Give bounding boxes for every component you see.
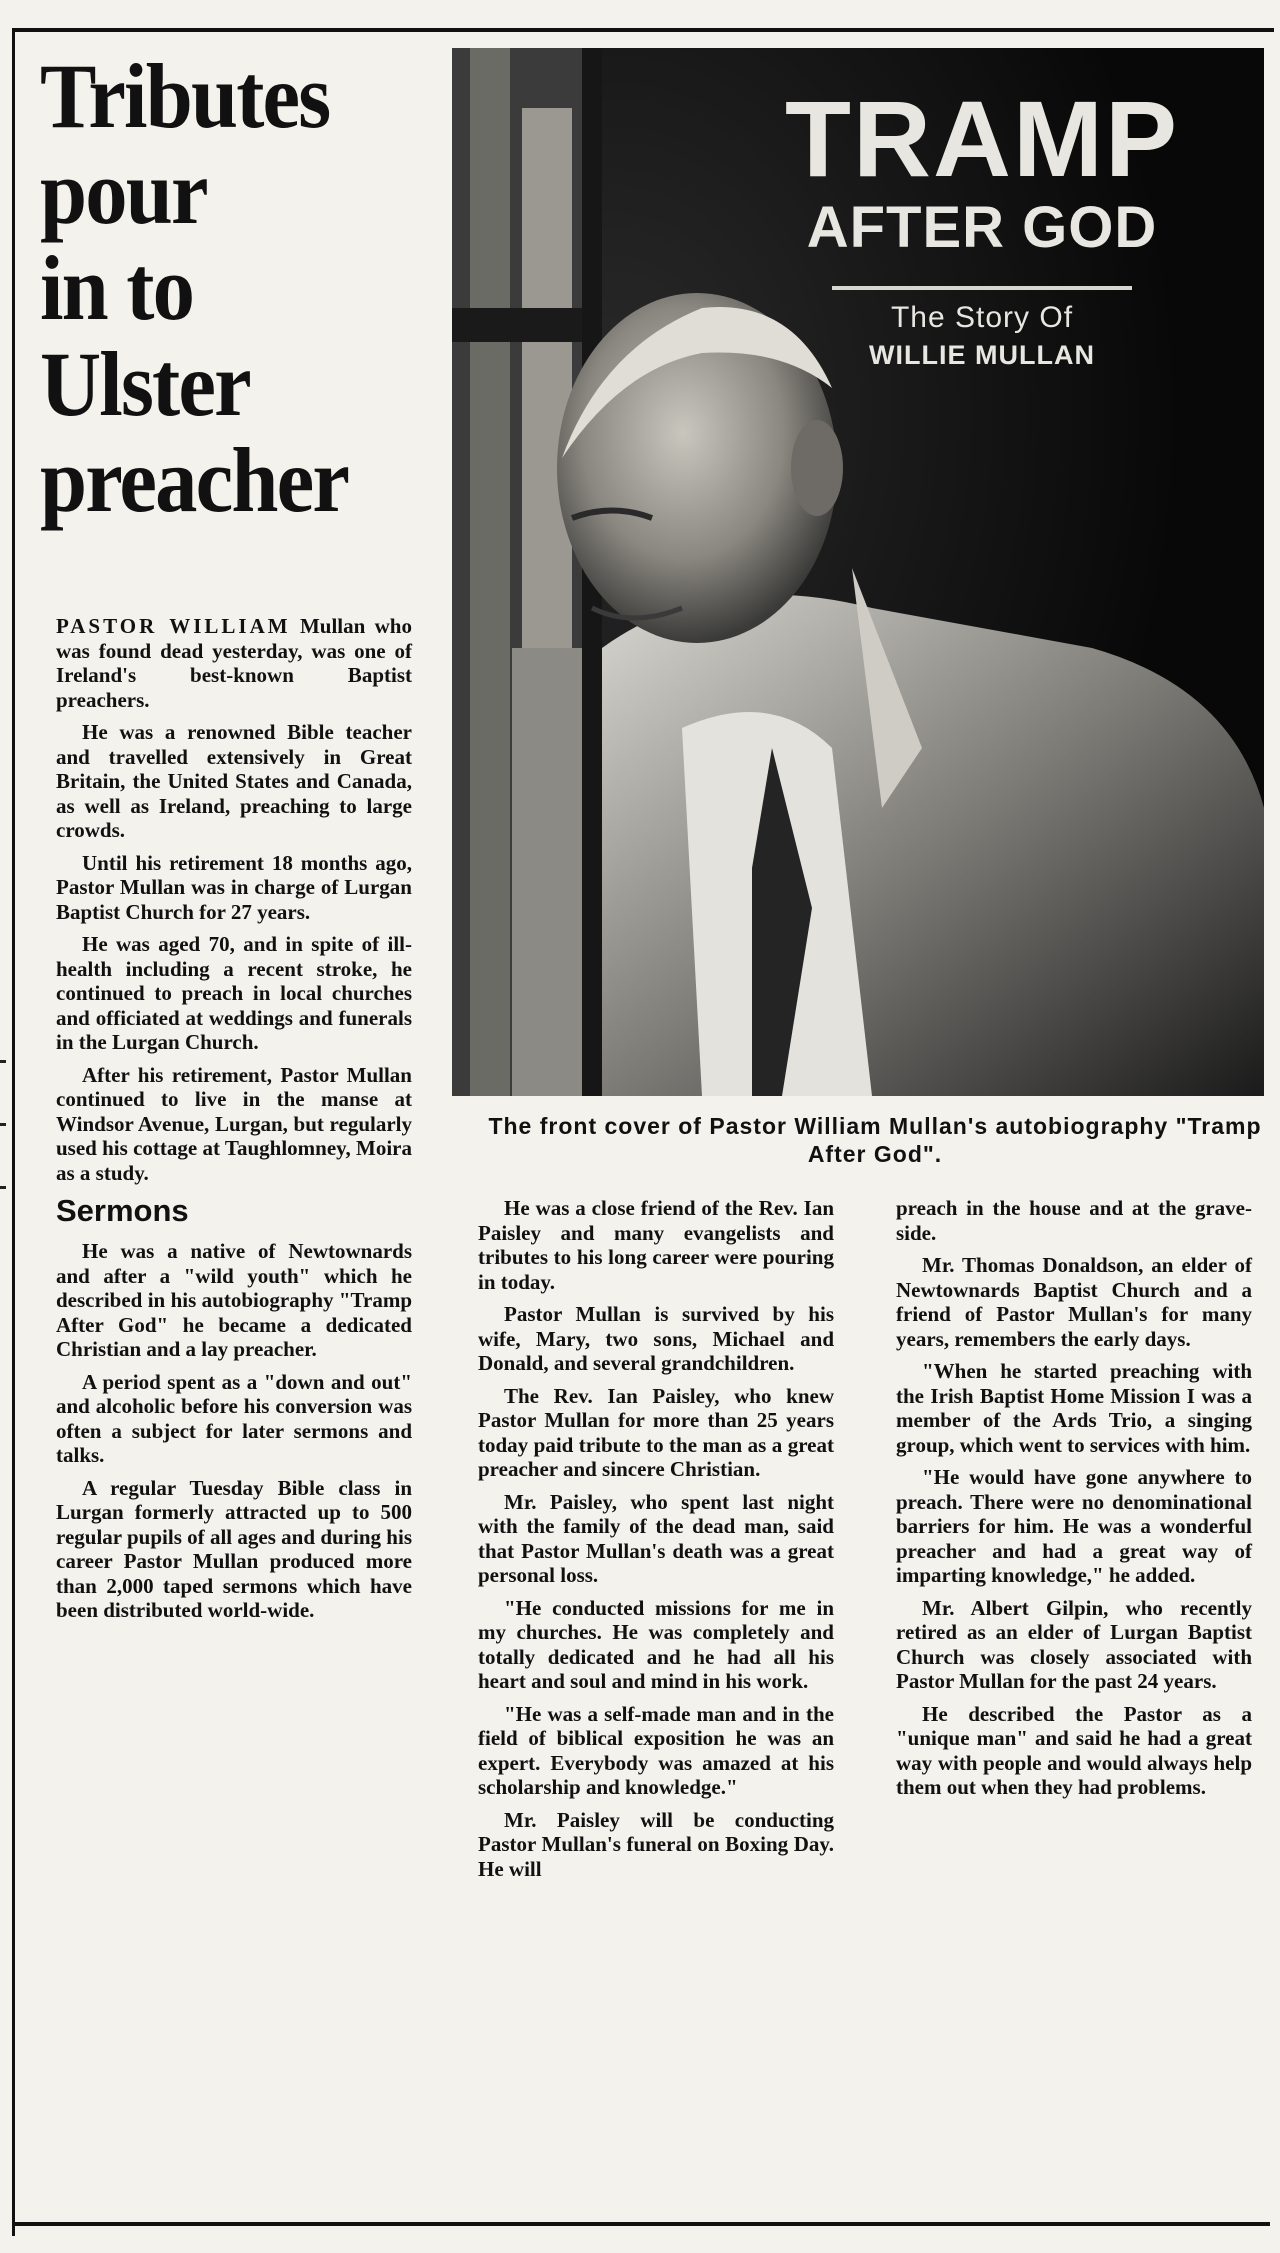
book-author: WILLIE MULLAN: [869, 340, 1095, 370]
margin-marks: [0, 1060, 6, 1300]
article-column-1: [56, 614, 412, 1631]
body-paragraph: A regular Tuesday Bible class in Lurgan formerly attracted up to 500 regular pupils of all ages and during his career Pastor Mullan produced more than 2,000 taped sermons which have been distributed world-wide.: [56, 1475, 412, 1622]
body-paragraph: The Rev. Ian Paisley, who knew Pastor Mullan for more than 25 years today paid tribute to the man as a great preacher and sincere Christian.: [478, 1383, 834, 1481]
lead-text: Mullan who was found dead yesterday, was one of Ireland's best-known Baptist preachers.: [56, 614, 412, 712]
lead-caps: PASTOR WILLIAM: [56, 614, 291, 638]
photo-caption: The front cover of Pastor William Mullan's autobiography "Tramp After God".: [488, 1113, 1262, 1167]
headline-line: pour: [40, 141, 207, 243]
body-paragraph: "When he started preaching with the Irish Baptist Home Mission I was a member of the Ards Trio, a singing group, which went to services with him.: [896, 1359, 1252, 1457]
body-paragraph: He described the Pastor as a "unique man" and said he had a great way with people and would always help them out when they had problems.: [896, 1701, 1252, 1799]
body-paragraph: "He was a self-made man and in the field of biblical exposition he was an expert. Everybody was amazed at his scholarship and knowledge.": [478, 1701, 834, 1799]
body-paragraph: He was aged 70, and in spite of ill-health including a recent stroke, he continued to preach in local churches and officiated at weddings and funerals in the Lurgan Church.: [56, 932, 412, 1054]
body-paragraph: Pastor Mullan is survived by his wife, Mary, two sons, Michael and Donald, and several grandchildren.: [478, 1302, 834, 1375]
bottom-border-rule: [12, 2222, 1270, 2226]
body-paragraph: After his retirement, Pastor Mullan continued to live in the manse at Windsor Avenue, Lurgan, but regularly used his cottage at Taughlomney, Moira as a study.: [56, 1062, 412, 1185]
book-cover-photo: [452, 48, 1264, 1096]
body-paragraph: Mr. Paisley will be conducting Pastor Mullan's funeral on Boxing Day. He will: [478, 1807, 834, 1881]
headline: [40, 45, 417, 531]
body-paragraph: He was a close friend of the Rev. Ian Paisley and many evangelists and tributes to his long career were pouring in today.: [478, 1196, 834, 1294]
book-title-divider: [832, 286, 1132, 290]
body-paragraph: "He would have gone anywhere to preach. There were no denominational barriers for him. He was a wonderful preacher and had a great way of imparting knowledge," he added.: [896, 1465, 1252, 1587]
body-paragraph: "He conducted missions for me in my churches. He was completely and totally dedicated and he had all his heart and soul and mind in his work.: [478, 1595, 834, 1693]
lead-paragraph: [56, 614, 412, 712]
body-paragraph: A period spent as a "down and out" and alcoholic before his conversion was often a subject for later sermons and talks.: [56, 1369, 412, 1467]
body-paragraph: Until his retirement 18 months ago, Pastor Mullan was in charge of Lurgan Baptist Church for 27 years.: [56, 850, 412, 924]
body-paragraph: Mr. Paisley, who spent last night with the family of the dead man, said that Pastor Mullan's death was a great personal loss.: [478, 1489, 834, 1587]
headline-line: Ulster: [40, 333, 250, 435]
headline-line: Tributes: [40, 45, 330, 147]
body-paragraph: Mr. Thomas Donaldson, an elder of Newtownards Baptist Church and a friend of Pastor Mullan's for many years, remembers the early days.: [896, 1253, 1252, 1351]
headline-line: in to: [40, 237, 194, 339]
continuation-paragraph: preach in the house and at the grave-side.: [896, 1196, 1252, 1245]
book-subtitle: The Story Of: [890, 301, 1074, 334]
headline-line: preacher: [40, 429, 349, 531]
body-paragraph: He was a renowned Bible teacher and travelled extensively in Great Britain, the United States and Canada, as well as Ireland, preaching to large crowds.: [56, 720, 412, 842]
body-paragraph: Mr. Albert Gilpin, who recently retired as an elder of Lurgan Baptist Church was closely associated with Pastor Mullan for the past 24 years.: [896, 1595, 1252, 1693]
book-title-block: [702, 78, 1262, 374]
left-border-rule: [12, 28, 15, 2236]
book-title-line2: AFTER GOD: [806, 195, 1158, 260]
top-border-rule: [12, 28, 1274, 32]
article-column-3: [896, 1196, 1252, 1808]
subhead-sermons: Sermons: [56, 1193, 189, 1228]
book-title-line1: TRAMP: [785, 78, 1179, 199]
body-paragraph: He was a native of Newtownards and after a "wild youth" which he described in his autobiography "Tramp After God" he became a dedicated Christian and a lay preacher.: [56, 1239, 412, 1361]
article-column-2: [478, 1196, 834, 1889]
